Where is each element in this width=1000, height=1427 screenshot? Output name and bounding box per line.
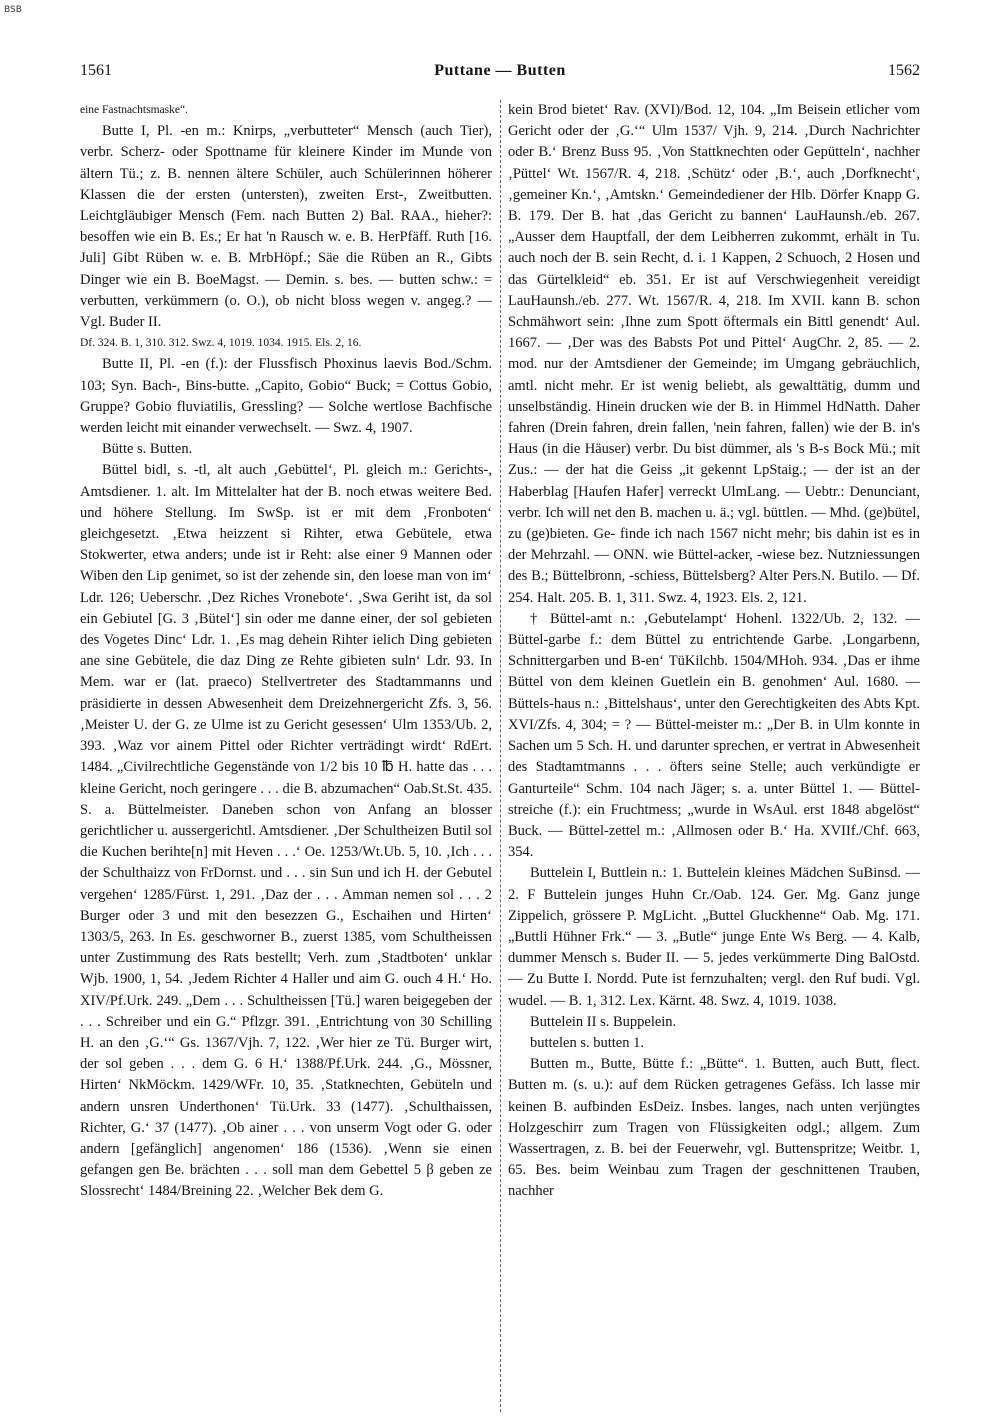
paragraph: † Büttel-amt n.: ‚Gebutelampt‘ Hohenl. 1322/Ub. 2, 132. — Büttel-garbe f.: dem Büttel zu entrichtende Garbe. ‚Longarbenn, Schnittergarben und B-en‘ TüKilchb. 1504/MHoh. 934. ‚Das er ihme Büttel von dem kleinen Guetlein ein B. genohmen‘ Aul. 1680. — Büttels-haus n.: ‚Bittelshaus‘, unter den Gerechtigkeiten des Abts Kpt. XVI/Zfs. 4, 304; = ? — Büttel-meister m.: „Der B. in Ulm konnte in Sachen um 5 Sch. H. und darunter sprechen, er vertrat in Abwesenheit des Stadtamtmanns . . . öfters seine Stelle; auch verkündigte er Ganturteile“ Schm. 104 nach Jäger; s. a. unter Büttel 1. — Büttel-streiche (f.): ein Fruchtmess; „wurde in WsAul. erst 1848 abgelöst“ Buck. — Büttel-zettel m.: ‚Allmosen oder B.‘ Ha. XVIIf./Chf. 663, 354. — [508, 610, 920, 861]
paragraph: Df. 324. B. 1, 310. 312. Swz. 4, 1019. 1034. 1915. Els. 2, 16. — [80, 337, 362, 350]
paragraph: Butten m., Butte, Bütte f.: „Bütte“. 1. Butten, auch Butt, flect. Butten m. (s. u.): auf dem Rücken getragenes Gefäss. Ich lasse mir keinen B. aufbinden EsDeiz. Insbes. langes, nach unten verjüngtes Holzgeschirr zum Tragen von Flüssigkeiten odgl.; allgem. Zum Wassertragen, z. B. bei der Feuerwehr, vgl. Buttenspritze; Weitbr. 1, 65. Bes. beim Weinbau zum Tragen der geschnittenen Trauben, nachher — [508, 1056, 920, 1200]
library-stamp: BSB — [4, 5, 22, 15]
paragraph: eine Fastnachtsmaske“. — [80, 104, 188, 116]
paragraph: Butte I, Pl. -en m.: Knirps, „verbutteter“ Mensch (auch Tier), verbr. Scherz- oder Spottname für kleinere Kinder im Munde von ältern Tü.; z. B. nennen ältere Schüler, auch Schülerinnen höherer Klassen die der ersten (untersten), zweiten Erst-, Zweitbutten. Leichtgläubiger Mensch (Fem. nach Butten 2) Bal. RAA., hieher?: besoffen wie ein B. Es.; Er hat 'n Rausch w. e. B. HerPfäff. Ruth [16. Juli] Gibt Rüben w. e. B. MrbHöpf.; Säe die Rüben an R., Gibts Dinger wie ein B. BoeMagst. — Demin. s. bes. — butten schw.: = verbutten, verkümmern (o. O.), ob nicht bloss wegen v. angeg.? — Vgl. Buder II. — [80, 123, 492, 331]
right-column — [508, 100, 920, 1418]
paragraph: kein Brod bietet‘ Rav. (XVI)/Bod. 12, 104. „Im Beisein etlicher vom Gericht oder der ‚G.‘“ Ulm 1537/ Vjh. 9, 214. ‚Durch Nachrichter oder B.‘ Brenz Buss 95. ‚Von Stattknechten oder Gepütteln‘, nachher ‚Püttel‘ Wt. 1567/R. 4, 218. ‚Schütz‘ oder ‚B.‘, auch ‚Dorfknecht‘, ‚gemeiner Kn.‘, ‚Amtskn.‘ Gemeindediener der Hlb. Dörfer Knapp G. B. 179. Der B. hat ‚das Gericht zu bannen‘ LauHaunsh./eb. 267. „Ausser dem Hauptfall, der dem Leibherren zukommt, erhält in Tu. auch noch der B. sein Recht, d. i. 1 Kappen, 2 Schuoch, 2 Hosen und das Gürtelkleid“ eb. 351. Er ist auf Verschwiegenheit vereidigt LauHaunsh./eb. 277. Wt. 1567/R. 4, 218. Im XVII. kann B. schon Schmähwort sein: ‚Ihne zum Spott öftermals ein Bittl genendt‘ Aul. 1667. — ‚Der was des Babsts Pot und Pittel‘ AugChr. 2, 85. — 2. mod. nur der Amtsdiener der Gemeinde; im Umgang gebräuchlich, amtl. nicht mehr. Er ist wenig beliebt, als gewalttätig, dumm und unselbständig. Hinein drucken wie der B. in Himmel HdNatth. Daher fahren (Drein fahren, drein fallen, 'nein fahren, fallen) wie der B. in's Haus (in die Häuser) verbr. Du bist dümmer, als 's B-s Bock Mü.; mit Zus.: — der hat die Geiss „it gekennt LpStaig.; — der ist an der Haberblag [Haufen Hafer] verreckt UlmLang. — Uebtr.: Denunciant, verbr. Ich will net den B. machen u. ä.; vgl. büttlen. — Mhd. (ge)bütel, zu (ge)bieten. Ge- finde ich nach 1567 nicht mehr; bis dahin ist es in der Mehrzahl. — ONN. wie Büttel-acker, -wiese bez. Nutzniessungen des B.; Büttelbronn, -schiess, Büttelsberg? Alter Pers.N. Butilo. — Df. 254. Halt. 205. B. 1, 311. Swz. 4, 1923. Els. 2, 121. — [508, 102, 920, 606]
paragraph: buttelen s. butten 1. — [530, 1034, 644, 1051]
left-page-number: 1561 — [80, 62, 112, 79]
paragraph: Buttelein I, Buttlein n.: 1. Buttelein kleines Mädchen SuBinsd. — 2. F Buttelein junges Huhn Cr./Oab. 124. Ger. Mg. Ganz junge Zippelich, grössere P. MgLicht. „Buttel Gluckhenne“ Oab. Mg. 171. „Buttli Hühner Frk.“ — 3. „Butle“ junge Ente Ws Berg. — 4. Kalb, dummer Mensch s. Buder II. — 5. jedes verkümmerte Ding BalOstd. — Zu Butte I. Nordd. Pute ist fernzuhalten; vergl. den Ruf budi. Vgl. wudel. — B. 1, 312. Lex. Kärnt. 48. Swz. 4, 1019. 1038. — [508, 865, 920, 1009]
paragraph: Butte II, Pl. -en (f.): der Flussfisch Phoxinus laevis Bod./Schm. 103; Syn. Bach-, Bins-butte. „Capito, Gobio“ Buck; = Cottus Gobio, Gruppe? Gobio fluviatilis, Gressling? — Solche wertlose Bachfische werden leicht mit einander verwechselt. — Swz. 4, 1907. — [80, 356, 492, 437]
column-divider — [500, 100, 501, 1412]
right-page-number: 1562 — [888, 62, 920, 79]
paragraph: Büttel bidl, s. -tl, alt auch ‚Gebüttel‘, Pl. gleich m.: Gerichts-, Amtsdiener. 1. alt. Im Mittelalter hat der B. noch etwas weitere Bed. und höhere Stellung. Im SwSp. ist er mit dem ‚Fronboten‘ gleichgesetzt. ‚Etwa heizzent si Rihter, etwa Gebütele, etwa Stokwerter, etwa anders; unde ist ir Reht: alse einer 9 Mannen oder Wiben den Lip genimet, so ist der zehende sin, den loese man von im‘ Ldr. 126; Ueberschr. ‚Dez Riches Vronebote‘. ‚Swa Geriht ist, da sol ein Gebiutel [G. 3 ‚Bütel‘] sin oder me danne einer, der sol gebieten des Vogetes Dinc‘ Ldr. 1. ‚Es mag dehein Rihter ielich Ding gebieten ane sine Gebütele, die daz Ding ze Rehte gibieten suln‘ Ldr. 93. In Mem. war er (lat. praeco) Stellvertreter des Stadtammanns und präsidierte in dessen Abwesenheit dem Dreizehnergericht Zfs. 3, 56. ‚Meister U. der G. ze Ulme ist zu Gericht gesessen‘ Ulm 1353/Ub. 2, 393. ‚Waz vor ainem Pittel oder Richter verträdingt wirdt‘ RdErt. 1484. „Civilrechtliche Gegenstände von 1/2 bis 10 ℔ H. hatte das . . . kleine Gericht, noch geringere . . . die B. abzumachen“ Oab.St.St. 435. S. a. Büttelmeister. Daneben schon von Anfang an blosser gerichtlicher u. aussergerichtl. Amtsdiener. ‚Der Schultheizen Butil sol die Kuchen berihte[n] mit Heven . . .‘ Oe. 1253/Wt.Ub. 5, 10. ‚Ich . . . der Schulthaizz von FrDornst. und . . . sin Sun und ich H. der Gebutel vergehen‘ 1285/Fürst. 1, 291. ‚Daz der . . . Amman nemen sol . . . 2 Burger oder 3 und mit den besezzen G., Eschaihen und Hirten‘ 1303/5, 263. In Es. geschworner B., zuerst 1385, vom Schultheissen unter Zustimmung des Rats bestellt; Verh. zum ‚Stadtboten‘ unklar Wjb. 1900, 1, 54. ‚Jedem Richter 4 Haller und aim G. ouch 4 H.‘ Ho. XIV/Pf.Urk. 249. „Dem . . . Schultheissen [Tü.] waren beigegeben der . . . Schreiber und ein G.“ Pflzgr. 391. ‚Entrichtung von 30 Schilling H. an den ‚G.‘“ Gs. 1367/Vjh. 7, 122. ‚Wer hier ze Tü. Burger wirt, der sol geben . . . dem G. 6 H.‘ 1388/Pf.Urk. 244. ‚G., Mössner, Hirten‘ NkMöckm. 1429/WFr. 10, 35. ‚Statknechten, Gebüteln und andern unsren Underthonen‘ Tü.Urk. 33 (1477). ‚Schulthaissen, Richter, G.‘ 37 (1477). ‚Ob ainer . . . von unserm Vogt oder G. oder andern [gefänglich] angenomen‘ 186 (1536). ‚Wenn sie einen gefangen gen Be. brächten . . . soll man dem Gebettel 5 β geben ze Slossrecht‘ 1484/Breining 22. ‚Welcher Bek dem G. — [80, 462, 492, 1200]
paragraph: Buttelein II s. Buppelein. — [530, 1013, 677, 1030]
running-title: Puttane — Butten — [434, 62, 566, 79]
paragraph: Bütte s. Butten. — [102, 441, 193, 458]
page-header — [80, 62, 920, 84]
left-column — [80, 100, 492, 1418]
